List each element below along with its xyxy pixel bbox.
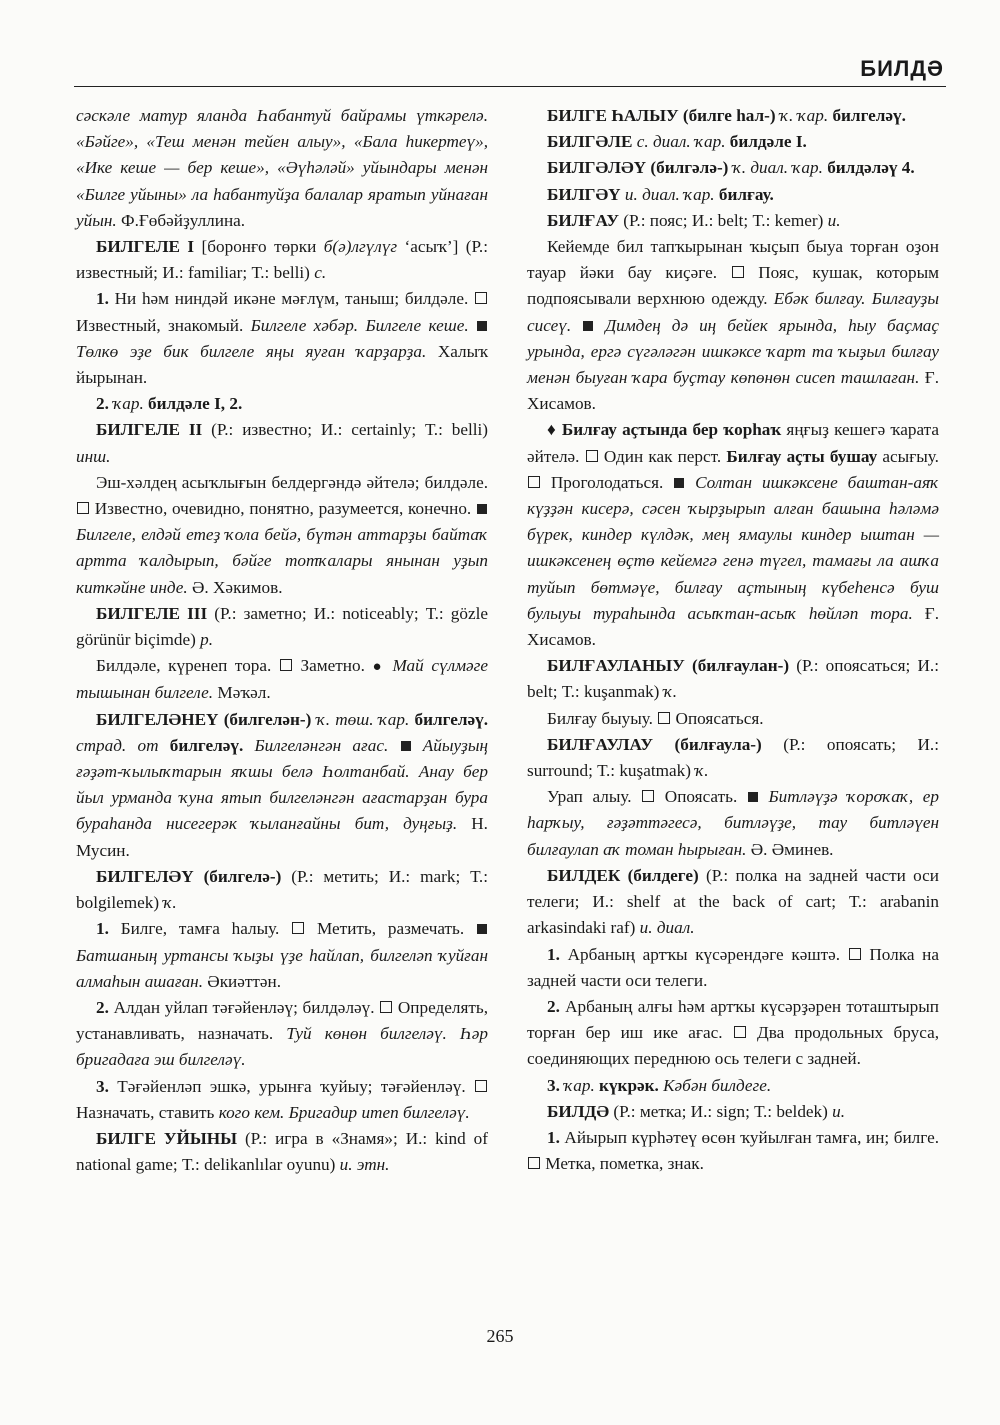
running-head: БИЛДӘ (860, 56, 944, 81)
example-square-icon (674, 478, 684, 488)
translation-square-icon (77, 502, 89, 514)
header-rule (74, 86, 946, 87)
entry-bilge-uyyny: БИЛГЕ УЙЫНЫ (Р.: игра в «Знамя»; И.: kind of national game; Т.: delikanlılar oyunu) и. этн. (76, 1128, 488, 1175)
entry-bildek: БИЛДЕК (билдеге) (Р.: полка на задней части оси телеги; И.: shelf at the back of cart; Т.: arabanin arkasindaki raf) и. диал. (527, 865, 939, 938)
example-square-icon (477, 924, 487, 934)
entry-bilgele-1: БИЛГЕЛЕ I [боронғо төрки б(ә)лгүлүг ‘асыҡ’] (Р.: известный; И.: familiar; Т.: belli) с. (76, 237, 488, 283)
entry-bilgaulau: БИЛҒАУЛАУ (билғаула-) (Р.: опоясать; И.: surround; Т.: kuşatmak) ҡ. (527, 734, 939, 781)
sense: Билдәле, күренеп тора. Заметно. ● Май сүлмәге тышынан билгеле. Мәҡәл. (76, 656, 488, 703)
entry-bilgau: БИЛҒАУ (Р.: пояс; И.: belt; Т.: kemer) и. (547, 210, 841, 230)
entry-bilgele-2: БИЛГЕЛЕ II (Р.: известно; И.: certainly; Т.: belli) инш. (76, 420, 489, 466)
translation-square-icon (586, 450, 598, 462)
entry-bilgaulanyu: БИЛҒАУЛАНЫУ (билғаулан-) (Р.: опоясаться; И.: belt; Т.: kuşanmak) ҡ. (527, 656, 939, 702)
sense: 1. Билге, тамға һалыу. Метить, размечать. Батшаның уртансы ҡыҙы үҙе һайлап, билгеләп ҡуйған алмаһын ашаған. Әкиәттән. (76, 919, 488, 991)
translation-square-icon (658, 712, 670, 724)
sense: 3. Тәғәйенләп эшкә, урынға ҡуйыу; тәғәйенләү. Назначать, ставить кого кем. Бригадир итеп билгеләү. (76, 1074, 488, 1126)
bullet-icon: ● (372, 659, 385, 676)
sense: 2. ҡар. билдәле I, 2. (96, 394, 243, 414)
diamond-icon: ♦ (547, 420, 557, 440)
translation-square-icon (292, 922, 304, 934)
sense: 2. Алдан уйлап тәғәйенләү; билдәләү. Определять, устанавливать, назначать. Туй көнөн билгеләү. Һәр бригадаға эш билгеләү. (76, 997, 489, 1070)
sense: 3. ҡар. күкрәк. Кәбән билдеге. (547, 1075, 772, 1095)
entry-bilda: БИЛДӘ (Р.: метка; И.: sign; Т.: beldek) и. (547, 1101, 846, 1121)
example-square-icon (477, 504, 487, 514)
translation-square-icon (849, 948, 861, 960)
left-column (76, 103, 488, 1178)
sense: Кейемде бил тапҡырынан ҡыҫып быуа торған оҙон тауар йәки бау киҫәге. Пояс, кушак, которым подпоясывали верхнюю одежду. Ебәк билғау. Билғауҙы сисеү. Димдең дә иң бейек ярында, һыу баҫмаҫ урында, ергә сүгәләгән ишкәксе ҡарт та ҡыҙыл билғау менән быуған ҡара буҫтау көпөнөн сисеп ташлаған. Ғ. Хисамов. (527, 237, 940, 414)
translation-square-icon (280, 659, 292, 671)
translation-square-icon (732, 266, 744, 278)
example-square-icon (401, 741, 411, 751)
sense: Эш-хәлдең асыҡлығын белдергәндә әйтелә; билдәле. Известно, очевидно, понятно, разумеется, конечно. Билгеле, елдәй етеҙ ҡола бейә, бүтән аттарҙы байтаҡ артта ҡалдырып, бәйге тотҡалары янынан уҙып киткәйне инде. Ә. Хәкимов. (76, 472, 488, 597)
example-square-icon (477, 321, 487, 331)
entry-bilgaeu: БИЛГӘҮ и. диал. ҡар. билғау. (547, 184, 774, 204)
translation-square-icon (642, 790, 654, 802)
right-column (527, 103, 939, 1177)
sense: Билғау быуыу. Опоясаться. (547, 708, 764, 728)
entry-bilgalaeu: БИЛГӘЛӘҮ (билгәлә-) ҡ. диал. ҡар. билдәләү 4. (547, 158, 915, 178)
translation-square-icon (734, 1026, 746, 1038)
entry-continuation: сәскәле матур яланда Һабантуй байрамы үткәрелә. «Бәйге», «Теш менән тейен алыу», «Бала һикертеү», «Ике кеше — бер кеше», «Әүһәләй» уйындары менән «Билге уйыны» ла һабантуйҙа балалар яратып уйнаған уйын. Ф.Ғөбәйҙуллина. (76, 106, 488, 230)
entry-bilgelaeu: БИЛГЕЛӘҮ (билгелә-) (Р.: метить; И.: mark; Т.: bolgilemek) ҡ. (76, 866, 489, 913)
translation-square-icon (475, 292, 487, 304)
translation-square-icon (528, 1157, 540, 1169)
page-number: 265 (486, 1326, 514, 1346)
sense: 1. Арбаның артҡы күсәрендәге кәштә. Полка на задней части оси телеги. (527, 944, 939, 990)
translation-square-icon (475, 1080, 487, 1092)
translation-square-icon (528, 476, 540, 488)
entry-bilgelaneu: БИЛГЕЛӘНЕҮ (билгелән-) ҡ. төш. ҡар. билгеләү. страд. от билгеләү. Билгеләнгән ағас. Айыуҙың ғәҙәт-ҡылыҡтарын яҡшы белә Һолтанбай. Анау бер йыл урманда ҡуна ятып билгеләнгән ағастарҙан бура бураһанда нисегерәк ҡыланғайны бит, дуңғыҙ. Н. Мусин. (76, 709, 489, 860)
sense: 2. Арбаның алғы һәм артҡы күсәрҙәрен тоташтырып торған бер иш ике ағас. Два продольных бруса, соединяющих переднюю ось телеги с задней. (527, 996, 939, 1069)
example-square-icon (583, 321, 593, 331)
entry-bilge-halyu: БИЛГЕ ҺАЛЫУ (билге һал-) ҡ. ҡар. билгеләү. (547, 106, 906, 125)
phraseology: ♦ Билғау аҫтында бер ҡорһаҡ яңғыҙ кешегә ҡарата әйтелә. Один как перст. Билғау аҫты бушау асығыу. Проголодаться. Солтан ишкәксене баштан-аяҡ күҙҙән кисерә, сәсен ҡырҙырып алған башына һәләмә бүрек, киндер күлдәк, мең ямаулы киндер ыштан — ишкәксенең өҫтө кейемгә генә түгел, тамағы ла ашҡа туйып бөтмәүе, билғау аҫтының күбеһенсә буш булыуы тураһында асыҡтан-асыҡ һөйләп тора. Ғ. Хисамов. (527, 420, 940, 650)
entry-bilgele-3: БИЛГЕЛЕ III (Р.: заметно; И.: noticeably; Т.: gözle görünür biçimde) р. (76, 603, 488, 650)
sense: Урап алыу. Опоясать. Битләүҙә ҡороҡаҡ, ер һарҡыу, ғәҙәттәгесә, битләүҙе, тау битләүен билғаулап аҡ томан һырыған. Ә. Әминев. (527, 787, 940, 859)
entry-bilgale: БИЛГӘЛЕ с. диал. ҡар. билдәле I. (547, 132, 807, 152)
example-square-icon (748, 792, 758, 802)
sense: 1. Айырып күрһәтеү өсөн ҡуйылған тамға, ин; билге. Метка, пометка, знак. (527, 1125, 939, 1177)
sense: 1. Ни һәм ниндәй икәне мәғлүм, таныш; билдәле. Известный, знакомый. Билгеле хәбәр. Билгеле кеше. Төлкө эҙе бик билгеле яңы яуған ҡарҙарҙа. Халыҡ йырынан. (76, 289, 488, 388)
translation-square-icon (380, 1001, 392, 1013)
